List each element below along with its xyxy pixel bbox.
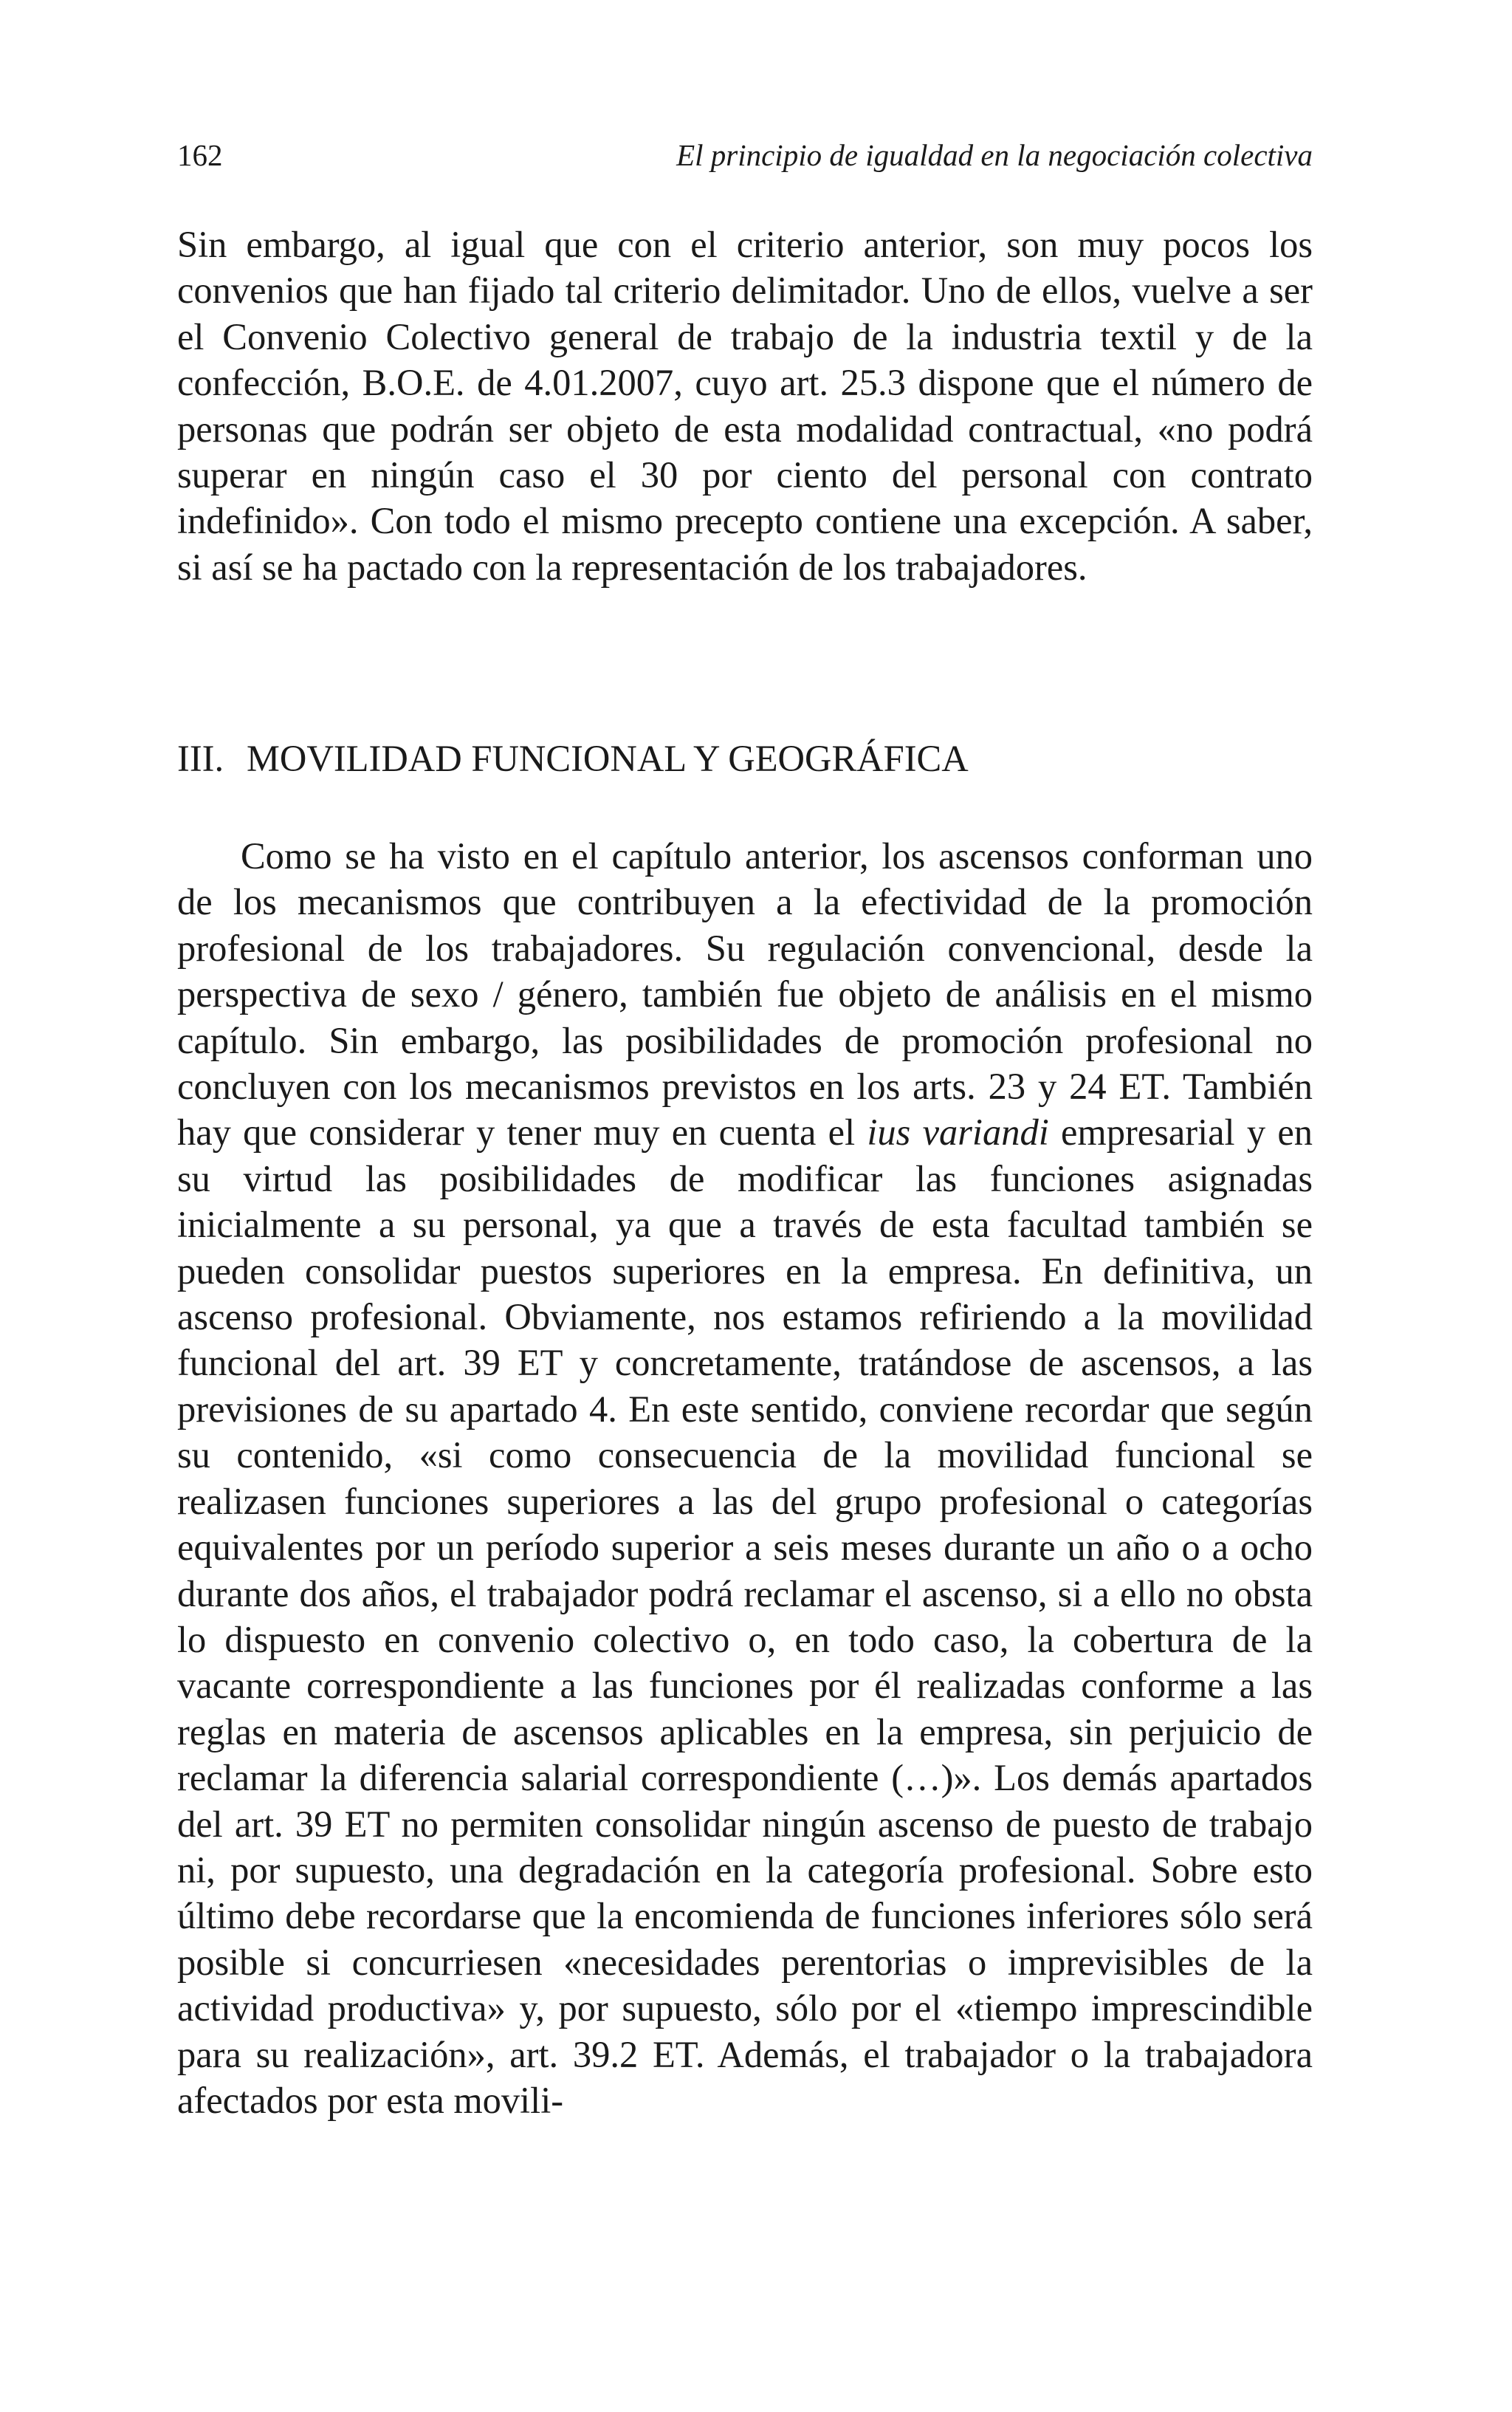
running-head: [177, 133, 1313, 177]
italic-term: ius variandi: [867, 1111, 1049, 1154]
section-title: MOVILIDAD FUNCIONAL Y GEOGRÁFICA: [247, 738, 969, 779]
section-number: III.: [177, 738, 224, 779]
paragraph-2-text-a: Como se ha visto en el capítulo anterior, los ascensos conforman uno de los mecanismos que contribuyen a la efectividad de la promoción profesional de los trabajadores. Su regulación convencional, desde la perspectiva de sexo / género, también fue objeto de análisis en el mismo capítulo. Sin embargo, las posibilidades de promoción profesional no concluyen con los mecanismos previstos en los arts. 23 y 24 ET. También hay que considerar y tener muy en cuenta el: [177, 835, 1313, 1154]
running-title: El principio de igualdad en la negociación colectiva: [676, 138, 1313, 172]
paragraph-2-text-b: empresarial y en su virtud las posibilidades de modificar las funciones asignadas inicialmente a su personal, ya que a través de esta facultad también se pueden consolidar puestos superiores en la empresa. En definitiva, un ascenso profesional. Obviamente, nos estamos refiriendo a la movilidad funcional del art. 39 ET y concretamente, tratándose de ascensos, a las previsiones de su apartado 4. En este sentido, conviene recordar que según su contenido, «si como consecuencia de la movilidad funcional se realizasen funciones superiores a las del grupo profesional o categorías equivalentes por un período superior a seis meses durante un año o a ocho durante dos años, el trabajador podrá reclamar el ascenso, si a ello no obsta lo dispuesto en convenio colectivo o, en todo caso, la cobertura de la vacante correspondiente a las funciones por él realizadas conforme a las reglas en materia de ascensos aplicables en la empresa, sin perjuicio de reclamar la diferencia salarial correspondiente (…)». Los demás apartados del art. 39 ET no permiten consolidar ningún ascenso de puesto de trabajo ni, por supuesto, una degradación en la categoría profesional. Sobre esto último debe recordarse que la encomienda de funciones inferiores sólo será posible si concurriesen «necesidades perentorias o imprevisibles de la actividad productiva» y, por supuesto, sólo por el «tiempo imprescindible para su realización», art. 39.2 ET. Además, el trabajador o la trabajadora afectados por esta movili-: [177, 1111, 1313, 2121]
section-heading: [177, 736, 1313, 781]
page-number: 162: [177, 138, 223, 172]
paragraph-2: [177, 833, 1313, 2123]
paragraph-1: Sin embargo, al igual que con el criterio anterior, son muy pocos los convenios que han fijado tal criterio delimitador. Uno de ellos, vuelve a ser el Convenio Colectivo general de trabajo de la industria textil y de la confección, B.O.E. de 4.01.2007, cuyo art. 25.3 dispone que el número de personas que podrán ser objeto de esta modalidad contractual, «no podrá superar en ningún caso el 30 por ciento del personal con contrato indefinido». Con todo el mismo precepto contiene una excepción. A saber, si así se ha pactado con la representación de los trabajadores.: [177, 224, 1313, 588]
